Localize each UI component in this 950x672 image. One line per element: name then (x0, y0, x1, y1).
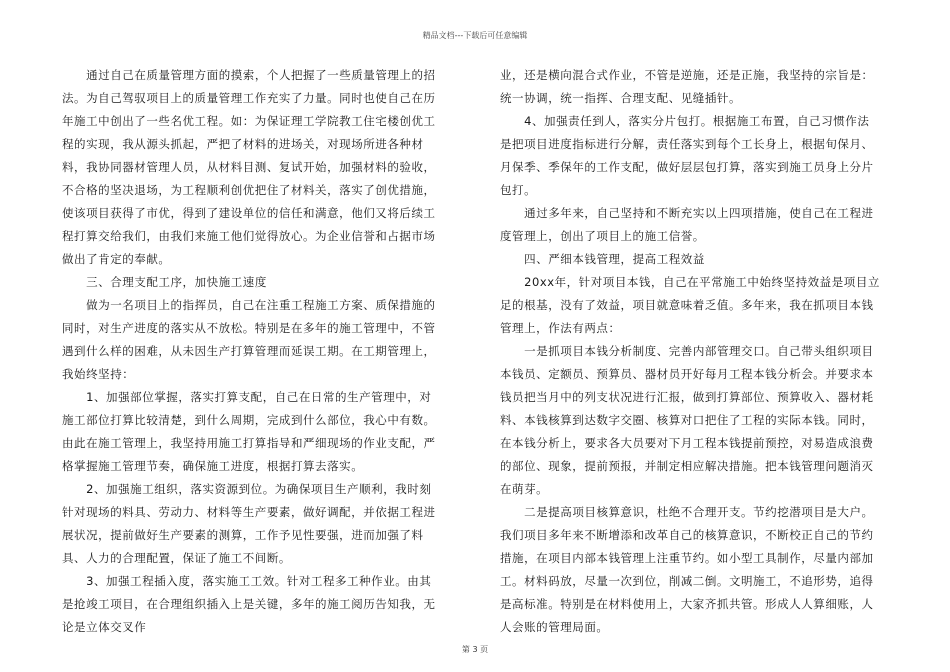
section-heading: 三、合理支配工序，加快施工速度 (86, 275, 267, 289)
page-number: 第 3 页 (461, 645, 489, 654)
paragraph: 通过多年来，自己坚持和不断充实以上四项措施，使自己在工程进度管理上，创出了项目上的施工信誉。 (500, 206, 874, 243)
paragraph: 通过自己在质量管理方面的摸索，个人把握了一些质量管理上的招法。为自己驾驭项目上的质量管理工作充实了力量。同时也使自己在历年施工中创出了一些名优工程。如：为保证理工学院教工住宅楼创优工程的实现，我从源头抓起，严把了材料的进场关，对现场所进各种材料，我协同器材管理人员，从材料目测、复试开始，加强材料的验收，不合格的坚决退场，为工程顺利创优把住了材料关，落实了创优措施，使该项目获得了市优，得到了建设单位的信任和满意，他们又将后续工程打算交给我们，由我们来施工他们觉得放心。为企业信誉和占据市场做出了肯定的奉献。 (62, 68, 436, 266)
paragraph: 4、加强责任到人，落实分片包打。根据施工布置，自己习惯作法是把项目进度指标进行分解，责任落实到每个工长身上，根据旬保月、月保季、季保年的工作支配，做好层层包打算，落实到施工员身上分片包打。 (500, 114, 874, 197)
paragraph: 一是抓项目本钱分析制度、完善内部管理交口。自己带头组织项目本钱员、定额员、预算员、器材员开好每月工程本钱分析会。并要求本钱员把当月中的列支状况进行汇报，做到打算部位、预算收入、器材耗料、本钱核算到达数字交圈、核算对口把住了工程的实际本钱。同时，在本钱分析上，要求各大员要对下月工程本钱提前预控，对易造成浪费的部位、现象，提前预报，并制定相应解决措施。把本钱管理问题消灭在萌芽。 (500, 344, 874, 496)
paragraph-continued: 业，还是横向混合式作业，不管是逆施，还是正施，我坚持的宗旨是：统一协调，统一指挥、合理支配、见缝插针。 (500, 68, 874, 105)
paragraph: 3、加强工程插入度，落实施工工效。针对工程多工种作业。由其是抢竣工项目，在合理组织插入上是关键，多年的施工阅历告知我，无论是立体交叉作 (62, 574, 436, 634)
paragraph: 20xx年，针对项目本钱，自己在平常施工中始终坚持效益是项目立足的根基，没有了效益，项目就意味着乏值。多年来，我在抓项目本钱管理上，作法有两点： (500, 275, 880, 335)
section-heading: 四、严细本钱管理，提高工程效益 (524, 252, 705, 266)
paragraph: 二是提高项目核算意识，杜绝不合理开支。节约挖潜项目是大户。我们项目多年来不断增添和改革自己的核算意识，不断校正自己的节约措施，在项目内部本钱管理上注重节约。如小型工具制作，尽量内部加工。材料码放，尽量一次到位，削减二倒。文明施工，不追形势，追得是高标准。特别是在材料使用上，大家齐抓共管。形成人人算细账，人人会账的管理局面。 (500, 505, 874, 634)
page-header: 精品文档---下载后可任意编辑 (422, 31, 528, 40)
paragraph: 做为一名项目上的指挥员，自己在注重工程施工方案、质保措施的同时，对生产进度的落实从不放松。特别是在多年的施工管理中，不管遇到什么样的困难，从未因生产打算管理而延误工期。在工期管理上，我始终坚持： (62, 298, 436, 381)
right-column (500, 64, 880, 639)
left-column (62, 64, 442, 639)
paragraph: 2、加强施工组织，落实资源到位。为确保项目生产顺利，我时刻针对现场的料具、劳动力、材料等生产要素，做好调配，并依据工程进展状况，提前做好生产要素的测算，工作予见性要强，进而加强了料具、人力的合理配置，保证了施工不间断。 (62, 482, 436, 565)
paragraph: 1、加强部位掌握，落实打算支配，自己在日常的生产管理中，对施工部位打算比较清楚，到什么周期，完成到什么部位，我心中有数。由此在施工管理上，我坚持用施工打算指导和严细现场的作业支配，严格掌握施工管理节奏，确保施工进度，根据打算去落实。 (62, 390, 436, 473)
